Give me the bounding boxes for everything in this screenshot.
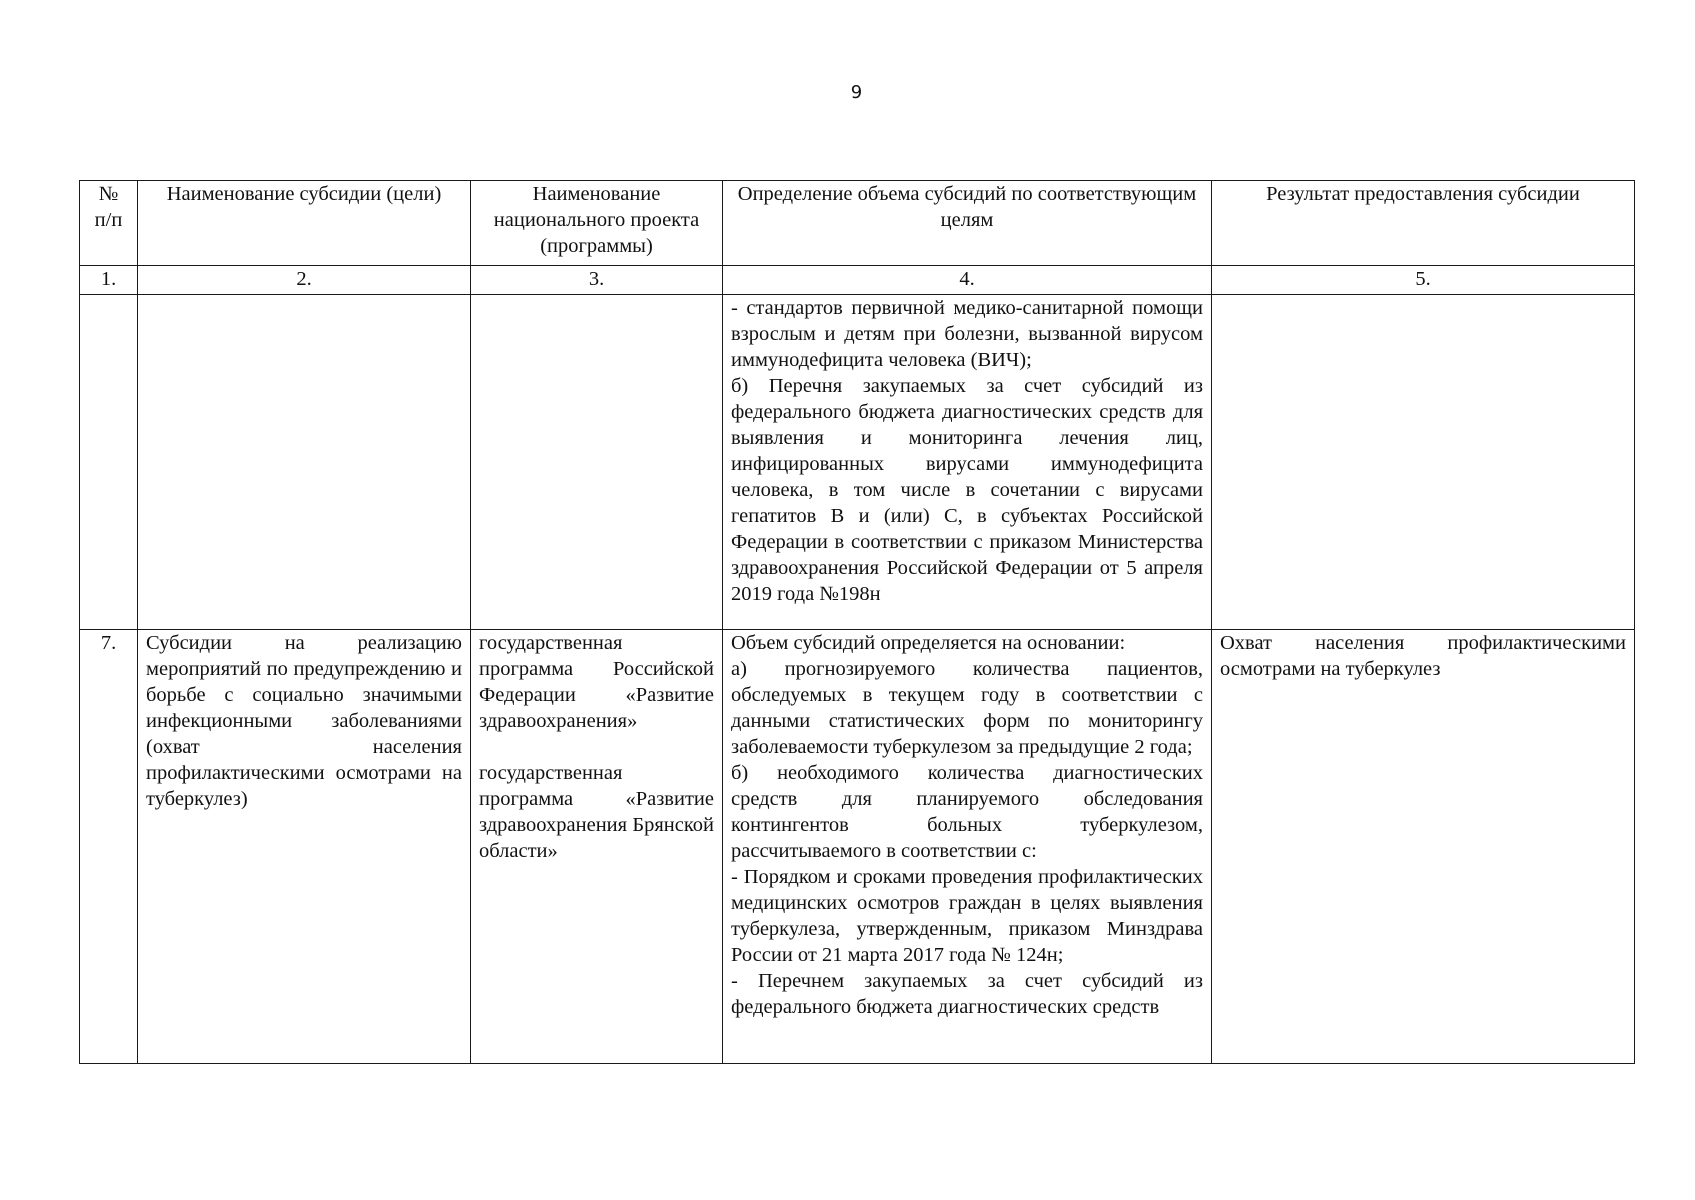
program-paragraph: государственная программа «Развитие здравоохранения Брянской области» [479, 762, 714, 862]
program-cell [471, 630, 723, 1064]
program-paragraph: государственная программа Российской Федерации «Развитие здравоохранения» [479, 632, 714, 732]
determination-paragraph: - Перечнем закупаемых за счет субсидий из федерального бюджета диагностических средств [731, 970, 1203, 1018]
determination-paragraph: б) необходимого количества диагностических средств для планируемого обследования контингентов больных туберкулезом, рассчитываемого в соответствии с: [731, 762, 1203, 862]
program-spacer [479, 734, 714, 760]
subsidy-name-cell [138, 295, 471, 630]
result-cell: Охват населения профилактическими осмотрами на туберкулез [1212, 630, 1635, 1064]
result-cell [1212, 295, 1635, 630]
column-number: 1. [80, 266, 138, 295]
subsidy-name-cell: Субсидии на реализацию мероприятий по предупреждению и борьбе с социально значимыми инфекционными заболеваниями (охват населения профилактическими осмотрами на туберкулез) [138, 630, 471, 1064]
column-number: 3. [471, 266, 723, 295]
row-number-cell [80, 295, 138, 630]
header-result: Результат предоставления субсидии [1212, 181, 1635, 266]
determination-cell [723, 630, 1212, 1064]
header-volume-determination: Определение объема субсидий по соответствующим целям [723, 181, 1212, 266]
header-number: № п/п [80, 181, 138, 266]
subsidy-table [79, 180, 1635, 1064]
determination-cell [723, 295, 1212, 630]
row-number-cell: 7. [80, 630, 138, 1064]
header-national-project: Наименование национального проекта (программы) [471, 181, 723, 266]
column-number: 2. [138, 266, 471, 295]
program-cell [471, 295, 723, 630]
determination-paragraph: б) Перечня закупаемых за счет субсидий из федерального бюджета диагностических средств для выявления и мониторинга лечения лиц, инфицированных вирусами иммунодефицита человека, в том числе в сочетании с вирусами гепатитов В и (или) С, в субъектах Российской Федерации в соответствии с приказом Министерства здравоохранения Российской Федерации от 5 апреля 2019 года №198н [731, 375, 1203, 605]
determination-paragraph: а) прогнозируемого количества пациентов, обследуемых в текущем году в соответствии с данными статистических форм по мониторингу заболеваемости туберкулезом за предыдущие 2 года; [731, 658, 1203, 758]
determination-paragraph: - стандартов первичной медико-санитарной помощи взрослым и детям при болезни, вызванной вирусом иммунодефицита человека (ВИЧ); [731, 297, 1203, 371]
page-number: 9 [850, 82, 863, 103]
column-number: 4. [723, 266, 1212, 295]
column-number: 5. [1212, 266, 1635, 295]
table-header-row [80, 181, 1635, 266]
determination-paragraph: - Порядком и сроками проведения профилактических медицинских осмотров граждан в целях выявления туберкулеза, утвержденным, приказом Минздрава России от 21 марта 2017 года № 124н; [731, 866, 1203, 966]
header-subsidy-name: Наименование субсидии (цели) [138, 181, 471, 266]
column-number-row [80, 266, 1635, 295]
table-row [80, 630, 1635, 1064]
determination-paragraph: Объем субсидий определяется на основании: [731, 632, 1126, 654]
table-row [80, 295, 1635, 630]
